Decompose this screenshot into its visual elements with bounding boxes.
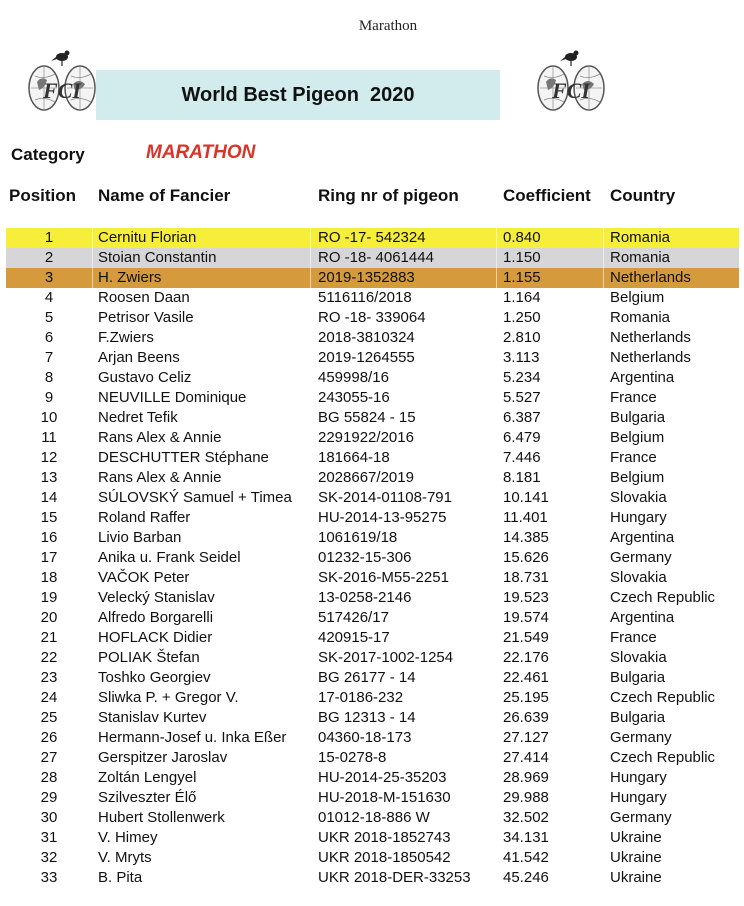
coefficient-cell: 1.155 — [503, 268, 604, 288]
name-cell: Gustavo Celiz — [98, 369, 192, 386]
table-row — [6, 808, 739, 828]
table-row — [6, 788, 739, 808]
position-cell: 5 — [44, 309, 54, 326]
coefficient-cell: 41.542 — [503, 849, 549, 866]
name-cell: V. Mryts — [98, 849, 152, 866]
ring-cell: UKR 2018-1852743 — [318, 829, 451, 846]
ring-cell: 2019-1352883 — [318, 268, 497, 288]
name-cell: Rans Alex & Annie — [98, 429, 222, 446]
country-cell: Belgium — [610, 469, 665, 486]
position-cell: 9 — [44, 389, 54, 406]
ring-cell: 1061619/18 — [318, 529, 398, 546]
ring-cell: UKR 2018-DER-33253 — [318, 869, 471, 886]
country-cell: Belgium — [610, 289, 665, 306]
country-cell: Ukraine — [610, 829, 662, 846]
position-cell: 1 — [6, 228, 93, 248]
position-cell: 23 — [40, 669, 58, 686]
name-cell: Rans Alex & Annie — [98, 469, 222, 486]
coefficient-cell: 22.461 — [503, 669, 549, 686]
column-header-coefficient: Coefficient — [503, 186, 591, 205]
country-cell: Romania — [610, 249, 671, 266]
page-header: Marathon — [358, 18, 418, 34]
coefficient-cell: 10.141 — [503, 489, 549, 506]
ring-cell: 459998/16 — [318, 369, 389, 386]
coefficient-cell: 15.626 — [503, 549, 549, 566]
page-title: World Best Pigeon 2020 — [181, 83, 415, 106]
country-cell: Bulgaria — [610, 669, 666, 686]
position-cell: 21 — [40, 629, 58, 646]
fci-logo-text: FCI — [43, 78, 81, 103]
country-cell: Ukraine — [610, 869, 662, 886]
table-row — [6, 348, 739, 368]
table-row — [6, 228, 739, 248]
ring-cell: UKR 2018-1850542 — [318, 849, 451, 866]
table-row — [6, 388, 739, 408]
ring-cell: 01232-15-306 — [318, 549, 412, 566]
coefficient-cell: 19.523 — [503, 589, 549, 606]
country-cell: France — [610, 449, 657, 466]
coefficient-cell: 11.401 — [503, 509, 548, 526]
name-cell: Stoian Constantin — [98, 248, 311, 268]
table-row — [6, 848, 739, 868]
table-row — [6, 748, 739, 768]
country-cell: Hungary — [610, 789, 667, 806]
ring-cell: 04360-18-173 — [318, 729, 412, 746]
coefficient-cell: 28.969 — [503, 769, 549, 786]
coefficient-cell: 27.127 — [503, 729, 549, 746]
position-cell: 10 — [40, 409, 58, 426]
coefficient-cell: 5.527 — [503, 389, 541, 406]
coefficient-cell: 2.810 — [503, 329, 541, 346]
position-cell: 25 — [40, 709, 58, 726]
position-cell: 18 — [40, 569, 58, 586]
ring-cell: RO -18- 4061444 — [318, 248, 497, 268]
name-cell: Toshko Georgiev — [98, 669, 211, 686]
coefficient-cell: 22.176 — [503, 649, 549, 666]
fci-logo-text: FCI — [552, 78, 590, 103]
table-row — [6, 708, 739, 728]
country-cell: Belgium — [610, 429, 665, 446]
name-cell: Petrisor Vasile — [98, 309, 194, 326]
coefficient-cell: 45.246 — [503, 869, 549, 886]
pigeon-icon — [51, 51, 70, 67]
ring-cell: RO -17- 542324 — [318, 228, 497, 248]
table-row — [6, 728, 739, 748]
name-cell: POLIAK Štefan — [98, 649, 200, 666]
coefficient-cell: 32.502 — [503, 809, 549, 826]
country-cell: France — [610, 389, 657, 406]
table-row — [6, 828, 739, 848]
country-cell: Germany — [610, 729, 672, 746]
table-row — [6, 488, 739, 508]
name-cell: Hermann-Josef u. Inka Eßer — [98, 729, 287, 746]
table-row — [6, 868, 739, 888]
coefficient-cell: 6.387 — [503, 409, 541, 426]
table-row — [6, 408, 739, 428]
table-row — [6, 468, 739, 488]
coefficient-cell: 1.250 — [503, 309, 541, 326]
ring-cell: 420915-17 — [318, 629, 390, 646]
coefficient-cell: 18.731 — [503, 569, 549, 586]
country-cell: Argentina — [610, 369, 675, 386]
country-cell: Hungary — [610, 509, 667, 526]
name-cell: Roosen Daan — [98, 289, 190, 306]
pigeon-icon — [560, 51, 579, 67]
column-header-name: Name of Fancier — [98, 186, 231, 205]
coefficient-cell: 1.164 — [503, 289, 541, 306]
fci-logo-left — [27, 44, 97, 116]
country-cell: Ukraine — [610, 849, 662, 866]
coefficient-cell: 0.840 — [503, 228, 604, 248]
country-cell: Romania — [610, 229, 671, 246]
ring-cell: 17-0186-232 — [318, 689, 404, 706]
coefficient-cell: 6.479 — [503, 429, 541, 446]
ring-cell: 15-0278-8 — [318, 749, 387, 766]
position-cell: 28 — [40, 769, 58, 786]
name-cell: Gerspitzer Jaroslav — [98, 749, 228, 766]
table-row — [6, 508, 739, 528]
name-cell: Nedret Tefik — [98, 409, 178, 426]
position-cell: 11 — [41, 429, 57, 446]
country-cell: Bulgaria — [610, 709, 666, 726]
table-row — [6, 268, 739, 288]
coefficient-cell: 21.549 — [503, 629, 549, 646]
name-cell: NEUVILLE Dominique — [98, 389, 247, 406]
ring-cell: BG 55824 - 15 — [318, 409, 416, 426]
position-cell: 20 — [40, 609, 58, 626]
country-cell: Slovakia — [610, 569, 667, 586]
name-cell: Stanislav Kurtev — [98, 709, 207, 726]
table-row — [6, 688, 739, 708]
country-cell: Argentina — [610, 609, 675, 626]
table-row — [6, 768, 739, 788]
name-cell: Livio Barban — [98, 529, 182, 546]
coefficient-cell: 29.988 — [503, 789, 549, 806]
table-row — [6, 648, 739, 668]
country-cell: Slovakia — [610, 649, 667, 666]
ring-cell: SK-2016-M55-2251 — [318, 569, 449, 586]
position-cell: 3 — [6, 268, 93, 288]
fci-logo-right — [536, 44, 606, 116]
name-cell: Sliwka P. + Gregor V. — [98, 689, 239, 706]
country-cell: Czech Republic — [610, 749, 716, 766]
country-cell: Czech Republic — [610, 589, 716, 606]
ring-cell: HU-2014-25-35203 — [318, 769, 447, 786]
ring-cell: RO -18- 339064 — [318, 309, 426, 326]
column-header-ring: Ring nr of pigeon — [318, 186, 459, 205]
ring-cell: BG 26177 - 14 — [318, 669, 416, 686]
coefficient-cell: 3.113 — [503, 349, 540, 366]
name-cell: Velecký Stanislav — [98, 589, 215, 606]
table-row — [6, 588, 739, 608]
ring-cell: BG 12313 - 14 — [318, 709, 416, 726]
column-header-country: Country — [610, 186, 676, 205]
name-cell: DESCHUTTER Stéphane — [98, 449, 269, 466]
results-table — [6, 228, 739, 888]
coefficient-cell: 14.385 — [503, 529, 549, 546]
country-cell: Argentina — [610, 529, 675, 546]
ring-cell: 2019-1264555 — [318, 349, 415, 366]
country-cell: Netherlands — [610, 349, 691, 366]
coefficient-cell: 34.131 — [503, 829, 549, 846]
ring-cell: 2291922/2016 — [318, 429, 414, 446]
ring-cell: HU-2018-M-151630 — [318, 789, 451, 806]
position-cell: 7 — [44, 349, 54, 366]
position-cell: 2 — [6, 248, 93, 268]
position-cell: 6 — [44, 329, 54, 346]
ring-cell: 2018-3810324 — [318, 329, 415, 346]
country-cell: Czech Republic — [610, 689, 716, 706]
coefficient-cell: 8.181 — [503, 469, 541, 486]
table-row — [6, 668, 739, 688]
coefficient-cell: 25.195 — [503, 689, 549, 706]
position-cell: 26 — [40, 729, 58, 746]
country-cell: Slovakia — [610, 489, 667, 506]
position-cell: 29 — [40, 789, 58, 806]
name-cell: Alfredo Borgarelli — [98, 609, 214, 626]
category-value: MARATHON — [146, 142, 256, 163]
name-cell: Hubert Stollenwerk — [98, 809, 225, 826]
table-row — [6, 528, 739, 548]
position-cell: 14 — [40, 489, 58, 506]
coefficient-cell: 5.234 — [503, 369, 541, 386]
position-cell: 31 — [40, 829, 58, 846]
table-row — [6, 608, 739, 628]
position-cell: 33 — [40, 869, 58, 886]
category-label: Category — [11, 145, 85, 164]
coefficient-cell: 19.574 — [503, 609, 549, 626]
position-cell: 22 — [40, 649, 58, 666]
name-cell: F.Zwiers — [98, 329, 154, 346]
ring-cell: HU-2014-13-95275 — [318, 509, 447, 526]
country-cell: Bulgaria — [610, 409, 666, 426]
table-row — [6, 288, 739, 308]
position-cell: 13 — [40, 469, 58, 486]
country-cell: France — [610, 629, 657, 646]
country-cell: Hungary — [610, 769, 667, 786]
name-cell: SÚLOVSKÝ Samuel + Timea — [98, 489, 292, 506]
name-cell: Arjan Beens — [98, 349, 180, 366]
name-cell: Roland Raffer — [98, 509, 191, 526]
position-cell: 27 — [40, 749, 58, 766]
table-row — [6, 448, 739, 468]
name-cell: Cernitu Florian — [98, 228, 311, 248]
ring-cell: 2028667/2019 — [318, 469, 414, 486]
position-cell: 19 — [40, 589, 58, 606]
name-cell: B. Pita — [98, 869, 143, 886]
position-cell: 8 — [44, 369, 54, 386]
position-cell: 24 — [40, 689, 58, 706]
country-cell: Romania — [610, 309, 671, 326]
table-row — [6, 628, 739, 648]
table-row — [6, 428, 739, 448]
table-row — [6, 328, 739, 348]
position-cell: 30 — [40, 809, 58, 826]
country-cell: Netherlands — [610, 269, 691, 286]
country-cell: Netherlands — [610, 329, 691, 346]
ring-cell: 181664-18 — [318, 449, 390, 466]
table-row — [6, 548, 739, 568]
position-cell: 17 — [40, 549, 58, 566]
country-cell: Germany — [610, 809, 672, 826]
table-row — [6, 308, 739, 328]
name-cell: VAČOK Peter — [98, 569, 190, 586]
position-cell: 16 — [40, 529, 58, 546]
name-cell: Szilveszter Élő — [98, 789, 197, 806]
name-cell: H. Zwiers — [98, 268, 311, 288]
ring-cell: 01012-18-886 W — [318, 809, 430, 826]
column-header-position: Position — [9, 186, 77, 205]
ring-cell: 243055-16 — [318, 389, 390, 406]
ring-cell: 5116116/2018 — [318, 289, 412, 306]
ring-cell: SK-2017-1002-1254 — [318, 649, 454, 666]
ring-cell: SK-2014-01108-791 — [318, 489, 452, 506]
coefficient-cell: 26.639 — [503, 709, 549, 726]
ring-cell: 517426/17 — [318, 609, 389, 626]
ring-cell: 13-0258-2146 — [318, 589, 412, 606]
table-row — [6, 248, 739, 268]
coefficient-cell: 1.150 — [503, 248, 604, 268]
position-cell: 4 — [44, 289, 54, 306]
table-row — [6, 368, 739, 388]
name-cell: HOFLACK Didier — [98, 629, 213, 646]
position-cell: 12 — [40, 449, 58, 466]
name-cell: Zoltán Lengyel — [98, 769, 197, 786]
name-cell: Anika u. Frank Seidel — [98, 549, 241, 566]
title-banner — [96, 70, 500, 120]
country-cell: Germany — [610, 549, 672, 566]
name-cell: V. Himey — [98, 829, 158, 846]
position-cell: 32 — [40, 849, 58, 866]
coefficient-cell: 7.446 — [503, 449, 541, 466]
coefficient-cell: 27.414 — [503, 749, 549, 766]
table-row — [6, 568, 739, 588]
position-cell: 15 — [40, 509, 58, 526]
